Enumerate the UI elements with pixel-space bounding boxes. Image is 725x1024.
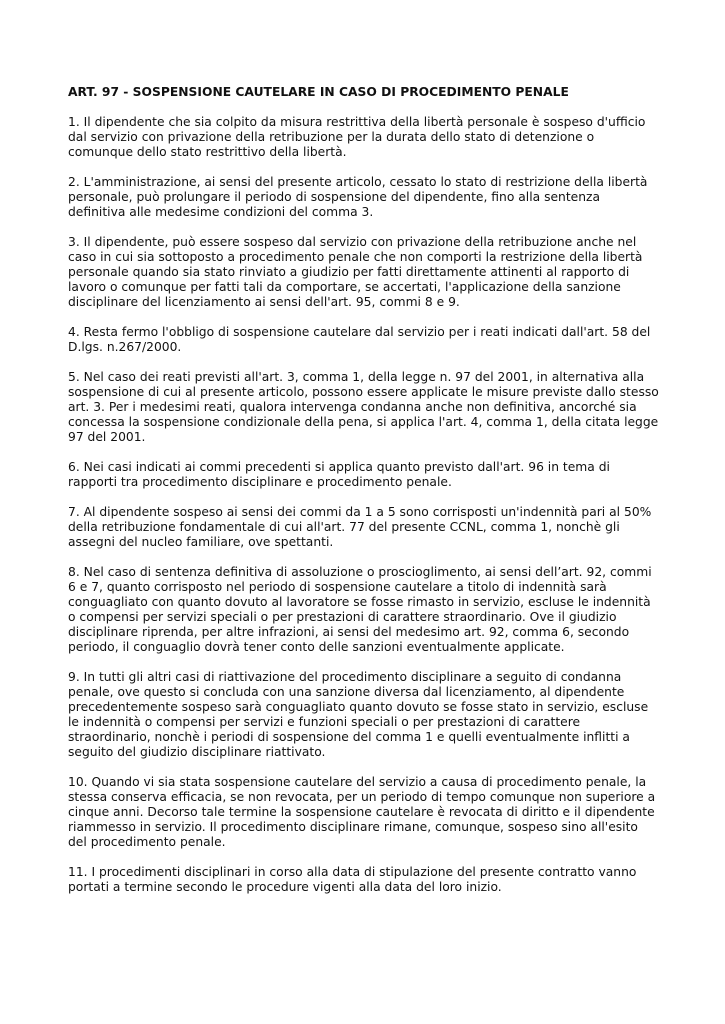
paragraph-3: 3. Il dipendente, può essere sospeso dal servizio con privazione della retribuzione anche nel caso in cui sia sottoposto a procedimento penale che non comporti la restrizione della libertà personale quando sia stato rinviato a giudizio per fatti direttamente attinenti al rapporto di lavoro o comunque per fatti tali da comportare, se accertati, l'applicazione della sanzione disciplinare del licenziamento ai sensi dell'art. 95, commi 8 e 9. (68, 235, 643, 309)
paragraph-7: 7. Al dipendente sospeso ai sensi dei commi da 1 a 5 sono corrisposti un'indennità pari al 50% della retribuzione fondamentale di cui all'art. 77 del presente CCNL, comma 1, nonchè gli assegni del nucleo familiare, ove spettanti. (68, 505, 652, 549)
paragraph-2: 2. L'amministrazione, ai sensi del presente articolo, cessato lo stato di restrizione della libertà personale, può prolungare il periodo di sospensione del dipendente, fino alla sentenza definitiva alle medesime condizioni del comma 3. (68, 175, 648, 219)
article-title: ART. 97 - SOSPENSIONE CAUTELARE IN CASO DI PROCEDIMENTO PENALE (68, 85, 569, 99)
paragraph-9: 9. In tutti gli altri casi di riattivazione del procedimento disciplinare a seguito di condanna penale, ove questo si concluda con una sanzione diversa dal licenziamento, al dipendente precedentemente sospeso sarà conguagliato quanto dovuto se fosse stato in servizio, escluse le indennità o compensi per servizi e funzioni speciali o per prestazioni di carattere straordinario, nonchè i periodi di sospensione del comma 1 e quelli eventualmente inflitti a seguito del giudizio disciplinare riattivato. (68, 670, 649, 759)
paragraph-4: 4. Resta fermo l'obbligo di sospensione cautelare dal servizio per i reati indicati dall'art. 58 del D.lgs. n.267/2000. (68, 325, 651, 354)
paragraph-11: 11. I procedimenti disciplinari in corso alla data di stipulazione del presente contratto vanno portati a termine secondo le procedure vigenti alla data del loro inizio. (68, 865, 637, 894)
document-page (68, 85, 660, 910)
paragraph-6: 6. Nei casi indicati ai commi precedenti si applica quanto previsto dall'art. 96 in tema di rapporti tra procedimento disciplinare e procedimento penale. (68, 460, 610, 489)
paragraph-10: 10. Quando vi sia stata sospensione cautelare del servizio a causa di procedimento penale, la stessa conserva efficacia, se non revocata, per un periodo di tempo comunque non superiore a cinque anni. Decorso tale termine la sospensione cautelare è revocata di diritto e il dipendente riammesso in servizio. Il procedimento disciplinare rimane, comunque, sospeso sino all'esito del procedimento penale. (68, 775, 656, 849)
paragraph-8: 8. Nel caso di sentenza definitiva di assoluzione o proscioglimento, ai sensi dell’art. 92, commi 6 e 7, quanto corrisposto nel periodo di sospensione cautelare a titolo di indennità sarà conguagliato con quanto dovuto al lavoratore se fosse rimasto in servizio, escluse le indennità o compensi per servizi speciali o per prestazioni di carattere straordinario. Ove il giudizio disciplinare riprenda, per altre infrazioni, ai sensi del medesimo art. 92, comma 6, secondo periodo, il conguaglio dovrà tener conto delle sanzioni eventualmente applicate. (68, 565, 652, 654)
paragraph-5: 5. Nel caso dei reati previsti all'art. 3, comma 1, della legge n. 97 del 2001, in alternativa alla sospensione di cui al presente articolo, possono essere applicate le misure previste dallo stesso art. 3. Per i medesimi reati, qualora intervenga condanna anche non definitiva, ancorché sia concessa la sospensione condizionale della pena, si applica l'art. 4, comma 1, della citata legge 97 del 2001. (68, 370, 659, 444)
paragraph-1: 1. Il dipendente che sia colpito da misura restrittiva della libertà personale è sospeso d'ufficio dal servizio con privazione della retribuzione per la durata dello stato di detenzione o comunque dello stato restrittivo della libertà. (68, 115, 646, 159)
